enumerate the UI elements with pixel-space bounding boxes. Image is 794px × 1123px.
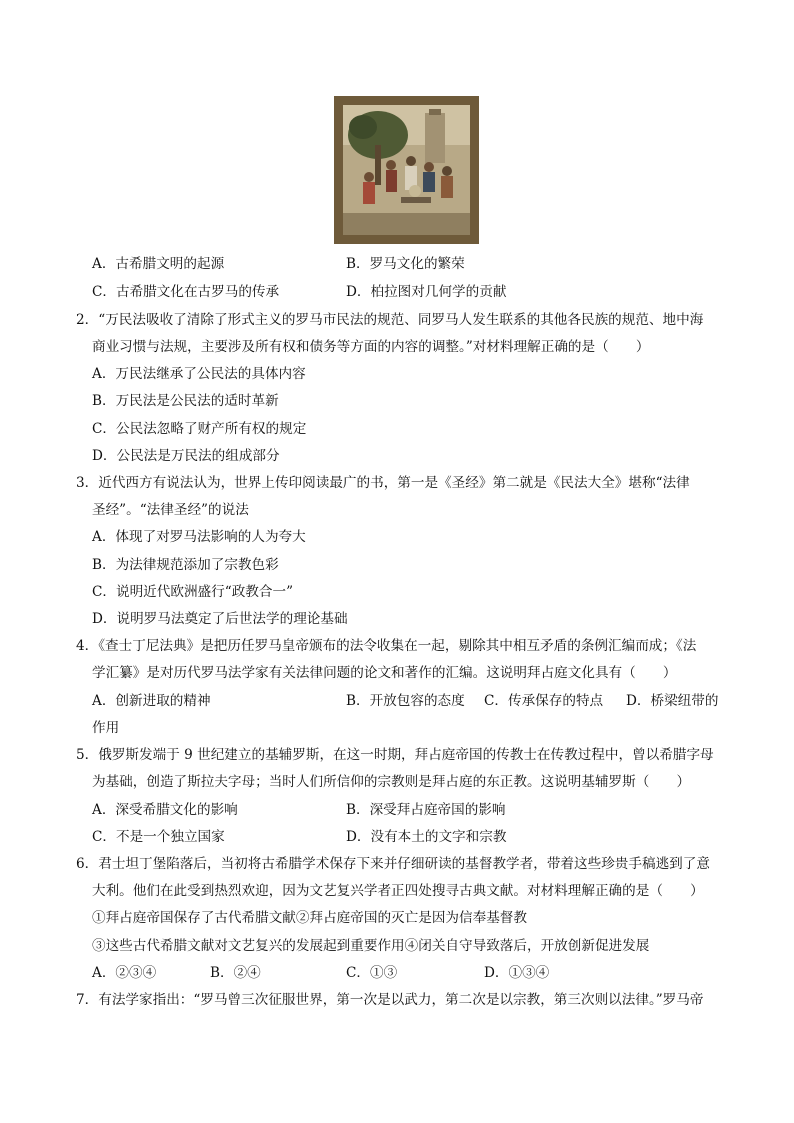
q5-option-d: D．没有本土的文字和宗教 [346,829,507,845]
q6-statement-1: ①拜占庭帝国保存了古代希腊文献②拜占庭帝国的灭亡是因为信奉基督教 [92,910,527,926]
q1-option-a: A．古希腊文明的起源 [92,256,225,272]
q4-stem-line-1: 4．《查士丁尼法典》是把历任罗马皇帝颁布的法令收集在一起，剔除其中相互矛盾的条例汇编而成；《法 [76,638,697,654]
q4-option-b: B．开放包容的态度 [346,693,465,709]
q6-option-c: C．①③ [346,965,398,981]
q5-option-c: C．不是一个独立国家 [92,829,225,845]
q2-stem-line-1: 2．“万民法吸收了清除了形式主义的罗马市民法的规范、同罗马人发生联系的其他各民族的规范、地中海 [76,312,704,328]
q3-option-d: D．说明罗马法奠定了后世法学的理论基础 [92,611,348,627]
q4-option-d: D．桥梁纽带的 [626,693,719,709]
q5-option-b: B．深受拜占庭帝国的影响 [346,802,506,818]
q6-option-a: A．②③④ [92,965,157,981]
q2-option-a: A．万民法继承了公民法的具体内容 [92,366,306,382]
q2-option-b: B．万民法是公民法的适时革新 [92,393,279,409]
q5-stem-line-2: 为基础，创造了斯拉夫字母；当时人们所信仰的宗教则是拜占庭的东正教。这说明基辅罗斯（ ） [92,774,691,790]
q6-stem-line-1: 6．君士坦丁堡陷落后，当初将古希腊学术保存下来并仔细研读的基督教学者，带着这些珍贵手稿逃到了意 [76,856,710,872]
q6-stem-line-2: 大利。他们在此受到热烈欢迎，因为文艺复兴学者正四处搜寻古典文献。对材料理解正确的是（ ） [92,883,704,899]
q1-option-b: B．罗马文化的繁荣 [346,256,465,272]
mosaic-picture [343,105,470,235]
q3-stem-line-2: 圣经”。“法律圣经”的说法 [92,502,249,518]
q5-stem-line-1: 5．俄罗斯发端于 9 世纪建立的基辅罗斯，在这一时期，拜占庭帝国的传教士在传教过程中，曾以希腊字母 [76,747,714,763]
mosaic-image [334,96,479,244]
q3-option-b: B．为法律规范添加了宗教色彩 [92,557,279,573]
q4-option-c: C．传承保存的特点 [484,693,604,709]
q3-option-c: C．说明近代欧洲盛行“政教合一” [92,584,294,600]
q6-option-d: D．①③④ [484,965,550,981]
q5-option-a: A．深受希腊文化的影响 [92,802,238,818]
q1-option-c: C．古希腊文化在古罗马的传承 [92,284,280,300]
q3-option-a: A．体现了对罗马法影响的人为夸大 [92,529,306,545]
q2-stem-line-2: 商业习惯与法规，主要涉及所有权和债务等方面的内容的调整。”对材料理解正确的是（ ） [92,339,650,355]
q7-stem-line-1: 7．有法学家指出：“罗马曾三次征服世界，第一次是以武力，第二次是以宗教，第三次则以法律。”罗马帝 [76,992,704,1008]
q4-option-d-wrap: 作用 [92,720,120,736]
q2-option-d: D．公民法是万民法的组成部分 [92,448,280,464]
q4-option-a: A．创新进取的精神 [92,693,211,709]
q4-stem-line-2: 学汇纂》是对历代罗马法学家有关法律问题的论文和著作的汇编。这说明拜占庭文化具有（ ） [92,665,677,681]
q3-stem-line-1: 3．近代西方有说法认为，世界上传印阅读最广的书，第一是《圣经》第二就是《民法大全》堪称“法律 [76,475,690,491]
q6-statement-2: ③这些古代希腊文献对文艺复兴的发展起到重要作用④闭关自守导致落后，开放创新促进发展 [92,938,650,954]
q2-option-c: C．公民法忽略了财产所有权的规定 [92,421,307,437]
q1-option-d: D．柏拉图对几何学的贡献 [346,284,507,300]
q6-option-b: B．②④ [210,965,261,981]
